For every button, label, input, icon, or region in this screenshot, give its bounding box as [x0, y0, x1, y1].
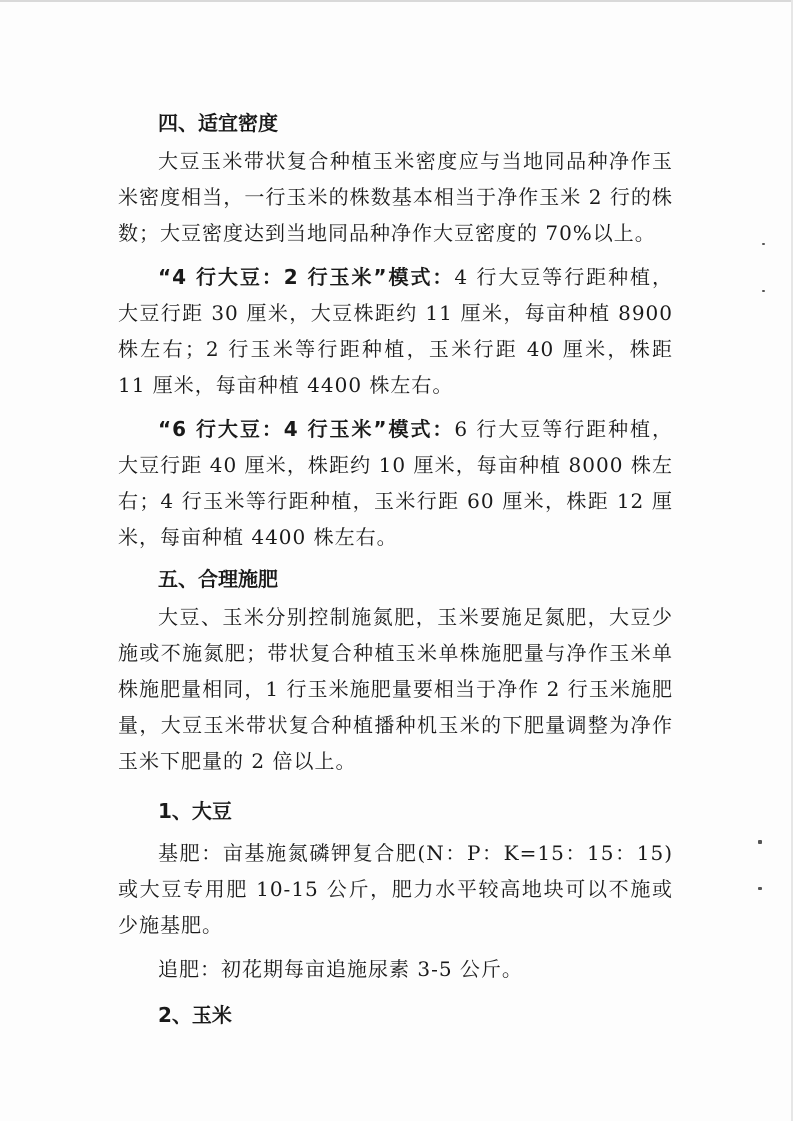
document-body	[118, 103, 673, 1035]
subsection-1-heading: 1、大豆	[158, 799, 232, 823]
mode-2-paragraph	[118, 411, 673, 555]
subsection-2-heading: 2、玉米	[158, 1003, 232, 1027]
mode-2-lead: “6 行大豆：4 行玉米”模式：	[158, 417, 455, 441]
section-4-paragraph: 大豆玉米带状复合种植玉米密度应与当地同品种净作玉米密度相当，一行玉米的株数基本相当于净作玉米 2 行的株数；大豆密度达到当地同品种净作大豆密度的 70%以上。	[118, 149, 673, 245]
scan-speck	[762, 290, 765, 292]
scan-speck	[758, 840, 762, 844]
scan-top-edge	[0, 0, 793, 2]
mode-1-paragraph	[118, 259, 673, 403]
soybean-base-fertilizer: 基肥：亩基施氮磷钾复合肥(N：P：K=15：15：15)或大豆专用肥 10-15 公斤，肥力水平较高地块可以不施或少施基肥。	[118, 841, 673, 937]
section-5-paragraph: 大豆、玉米分别控制施氮肥，玉米要施足氮肥，大豆少施或不施氮肥；带状复合种植玉米单株施肥量与净作玉米单株施肥量相同，1 行玉米施肥量要相当于净作 2 行玉米施肥量，大豆玉米带状复合种植播种机玉米的下肥量调整为净作玉米下肥量的 2 倍以上。	[118, 605, 673, 773]
section-4-heading: 四、适宜密度	[158, 111, 278, 135]
mode-1-text: 4 行大豆等行距种植，大豆行距 30 厘米，大豆株距约 11 厘米，每亩种植 8900 株左右；2 行玉米等行距种植，玉米行距 40 厘米，株距 11 厘米，每亩种植 4400 株左右。	[118, 265, 673, 397]
mode-1-lead: “4 行大豆：2 行玉米”模式：	[158, 265, 455, 289]
mode-2-text: 6 行大豆等行距种植，大豆行距 40 厘米，株距约 10 厘米，每亩种植 8000 株左右；4 行玉米等行距种植，玉米行距 60 厘米，株距 12 厘米，每亩种植 4400 株左右。	[118, 417, 673, 549]
scan-speck	[758, 887, 762, 890]
soybean-top-dressing: 追肥：初花期每亩追施尿素 3-5 公斤。	[158, 957, 523, 981]
section-5-heading: 五、合理施肥	[158, 567, 278, 591]
scan-speck	[762, 243, 765, 245]
